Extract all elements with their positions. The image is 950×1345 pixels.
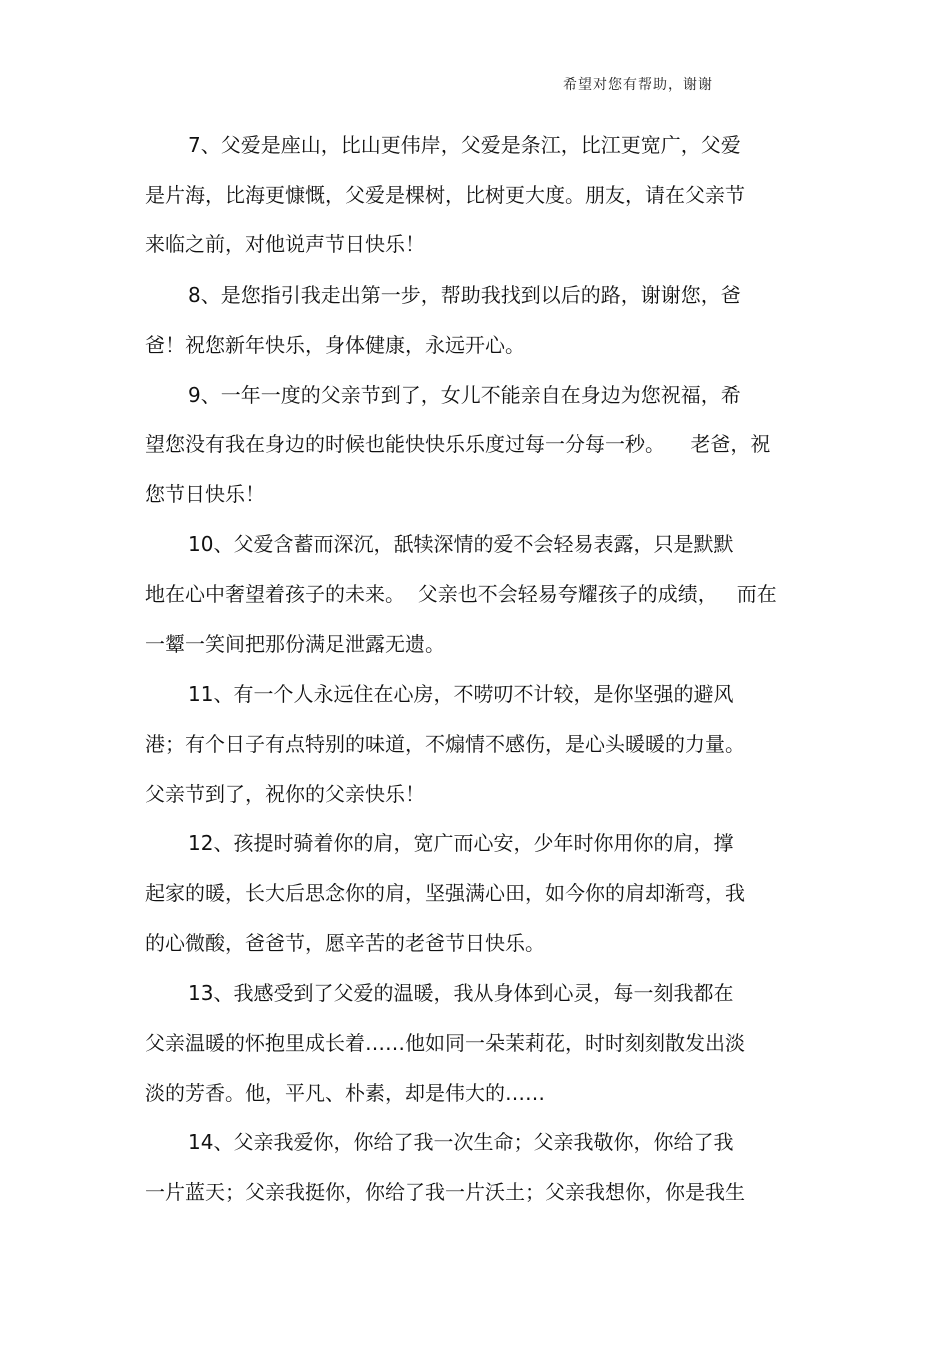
paragraph-line: 地在心中奢望着孩子的未来。 父亲也不会轻易夸耀孩子的成绩， 而在 [145, 582, 777, 606]
paragraph-line: 望您没有我在身边的时候也能快快乐乐度过每一分每一秒。 老爸，祝 [145, 432, 771, 456]
paragraph-line: 淡的芳香。他，平凡、朴素，却是伟大的…… [145, 1081, 545, 1105]
paragraph-line: 11、有一个人永远住在心房，不唠叨不计较，是你坚强的避风 [188, 682, 734, 706]
paragraph-line: 9、一年一度的父亲节到了，女儿不能亲自在身边为您祝福，希 [188, 383, 741, 407]
paragraph-line: 来临之前，对他说声节日快乐！ [145, 232, 425, 256]
paragraph-line: 是片海，比海更慷慨，父爱是棵树，比树更大度。朋友，请在父亲节 [145, 183, 745, 207]
paragraph-line: 爸！祝您新年快乐，身体健康，永远开心。 [145, 333, 525, 357]
paragraph-line: 港；有个日子有点特别的味道，不煽情不感伤，是心头暖暖的力量。 [145, 732, 745, 756]
paragraph-line: 8、是您指引我走出第一步，帮助我找到以后的路，谢谢您，爸 [188, 283, 741, 307]
paragraph-line: 一颦一笑间把那份满足泄露无遗。 [145, 632, 445, 656]
paragraph-line: 您节日快乐！ [145, 482, 265, 506]
paragraph-line: 父亲节到了，祝你的父亲快乐！ [145, 782, 425, 806]
paragraph-line: 的心微酸，爸爸节，愿辛苦的老爸节日快乐。 [145, 931, 545, 955]
paragraph-line: 14、父亲我爱你，你给了我一次生命；父亲我敬你，你给了我 [188, 1130, 734, 1154]
paragraph-line: 起家的暖，长大后思念你的肩，坚强满心田，如今你的肩却渐弯，我 [145, 881, 745, 905]
paragraph-line: 7、父爱是座山，比山更伟岸，父爱是条江，比江更宽广，父爱 [188, 133, 741, 157]
paragraph-line: 12、孩提时骑着你的肩，宽广而心安，少年时你用你的肩，撑 [188, 831, 734, 855]
paragraph-line: 10、父爱含蓄而深沉，舐犊深情的爱不会轻易表露，只是默默 [188, 532, 734, 556]
header-note: 希望对您有帮助，谢谢 [563, 77, 713, 93]
paragraph-line: 13、我感受到了父爱的温暖，我从身体到心灵，每一刻我都在 [188, 981, 734, 1005]
paragraph-line: 一片蓝天；父亲我挺你，你给了我一片沃土；父亲我想你，你是我生 [145, 1180, 745, 1204]
paragraph-line: 父亲温暖的怀抱里成长着……他如同一朵茉莉花，时时刻刻散发出淡 [145, 1031, 745, 1055]
